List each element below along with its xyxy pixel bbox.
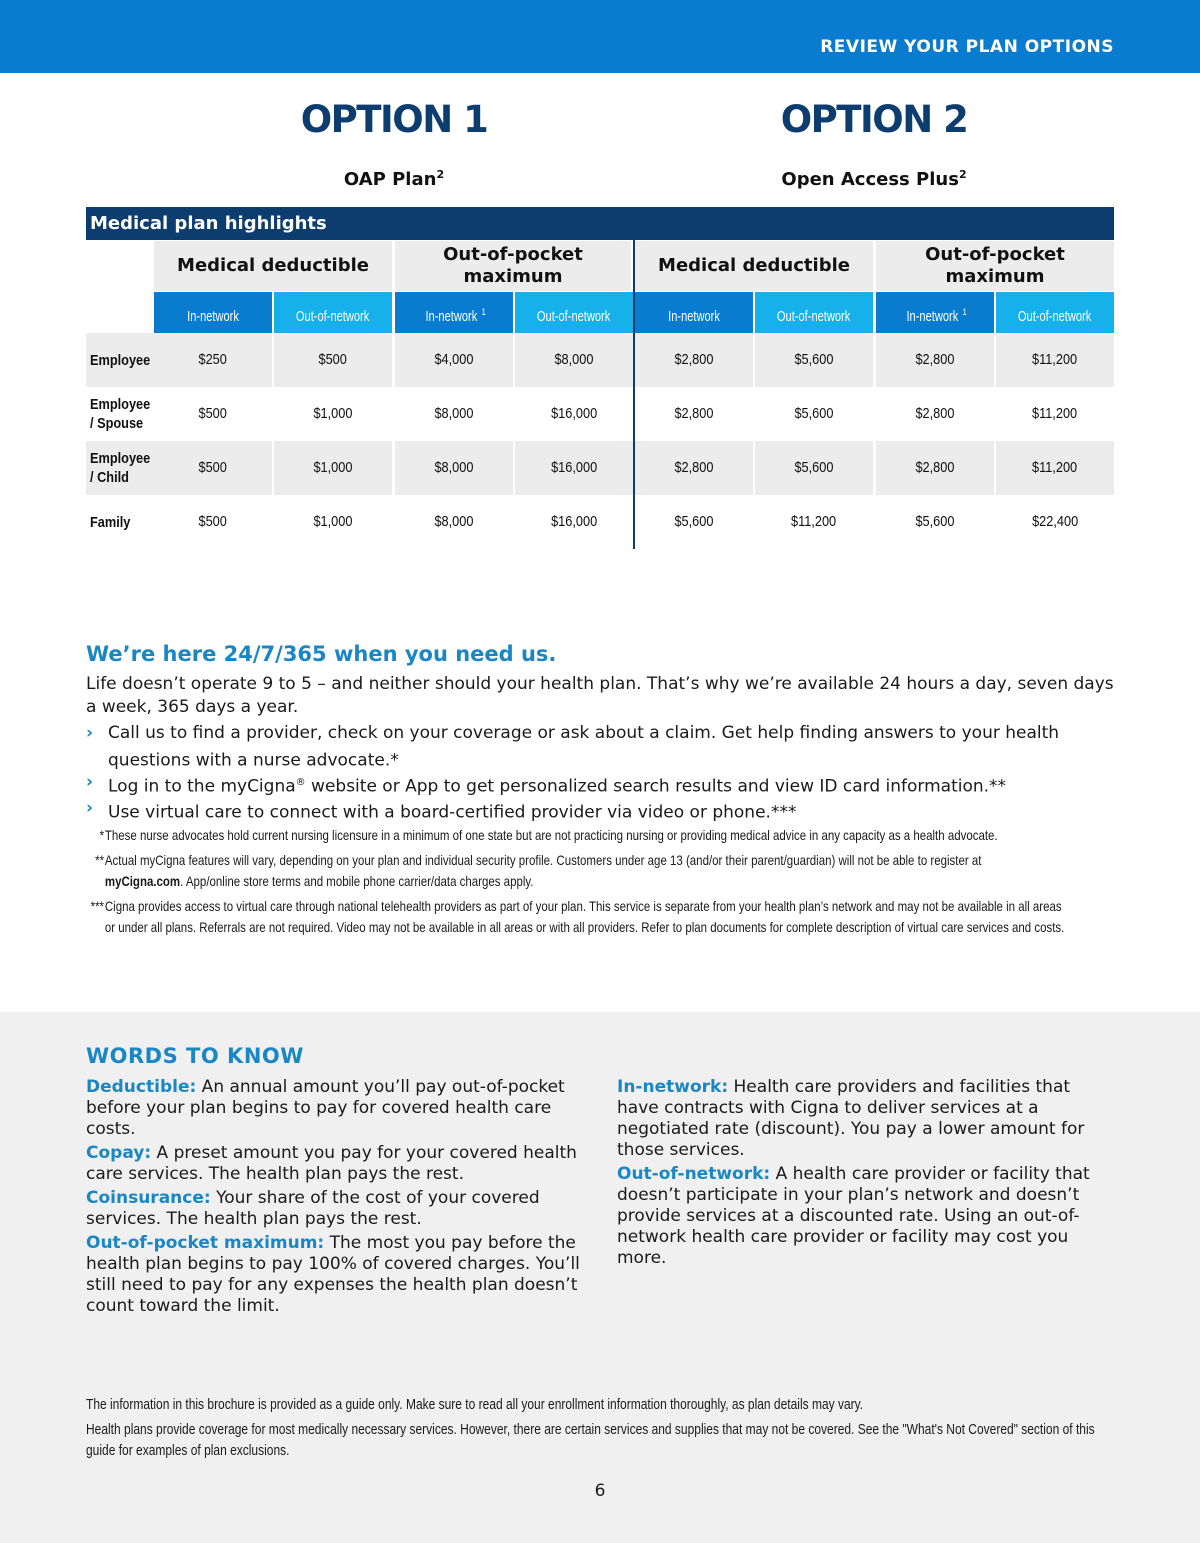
table-row	[86, 387, 1114, 441]
mycigna-link: myCigna.com	[104, 873, 181, 889]
group-header: Medical deductible	[635, 241, 873, 291]
table-cell: $5,600	[755, 441, 873, 495]
section-title: REVIEW YOUR PLAN OPTIONS	[820, 37, 1114, 57]
table-cell: $5,600	[794, 405, 834, 422]
row-label: Employee	[86, 333, 154, 387]
table-cell: $1,000	[313, 513, 353, 530]
sub-header-out-of-network: Out-of-network	[274, 292, 392, 333]
row-label: Family	[90, 513, 131, 531]
group-header: Out-of-pocket maximum	[395, 241, 631, 291]
page-number: 6	[594, 1481, 606, 1501]
sub-header-out-of-network: Out-of-network	[515, 292, 633, 333]
definitions-right	[617, 1077, 1117, 1272]
list-item: › Use virtual care to connect with a board-certified provider via video or phone.***	[86, 798, 797, 823]
table-cell: $11,200	[996, 441, 1114, 495]
table-cell: $500	[198, 405, 228, 422]
definition: Copay: A preset amount you pay for your covered health care services. The health plan pays the rest.	[86, 1143, 577, 1184]
table-cell: $11,200	[1032, 405, 1078, 422]
group-header-row	[86, 240, 1114, 292]
table-cell: $8,000	[395, 441, 513, 495]
table-cell: $8,000	[434, 513, 474, 530]
option-2-plan: Open Access Plus$^2$	[781, 168, 967, 190]
help-heading: We’re here 24/7/365 when you need us.	[86, 642, 557, 666]
table-cell: $250	[154, 333, 272, 387]
table-cell: $500	[154, 441, 272, 495]
table-cell: $11,200	[791, 513, 837, 530]
disclaimer: The information in this brochure is provided as a guide only. Make sure to read all your enrollment information thoroughly, as plan details may vary.	[86, 1396, 864, 1413]
sub-header-out-of-network: Out-of-network	[755, 292, 873, 333]
table-cell: $16,000	[550, 513, 598, 530]
table-cell: $22,400	[1031, 513, 1079, 530]
plan-highlights-table	[86, 207, 1114, 549]
sub-header-in-network: In-network	[154, 292, 272, 333]
option-1-title: OPTION 1	[300, 98, 488, 141]
table-cell: $8,000	[515, 333, 633, 387]
table-cell: $16,000	[550, 405, 598, 422]
row-label: Employee / Spouse	[90, 396, 151, 432]
table-cell: $2,800	[876, 441, 994, 495]
definition: Coinsurance: Your share of the cost of your covered services. The health plan pays the rest.	[86, 1188, 540, 1229]
table-cell: $2,800	[635, 333, 753, 387]
chevron-right-icon: ›	[86, 772, 94, 792]
words-to-know-heading: WORDS TO KNOW	[86, 1044, 304, 1068]
option-1-plan: OAP Plan$^2$	[343, 168, 445, 190]
table-row	[86, 495, 1114, 549]
option-divider	[633, 240, 635, 549]
table-row	[86, 333, 1114, 387]
group-header: Out-of-pocket maximum	[876, 241, 1114, 291]
definition: Out-of-network: A health care provider or facility that doesn’t participate in your plan’s network and doesn’t provide services at a discounted rate. Using an out-of-network health care provider or facility may cost you more.	[617, 1164, 1090, 1268]
sub-header-row	[86, 292, 1114, 333]
list-item: › Call us to find a provider, check on your coverage or ask about a claim. Get help finding answers to your health questions with a nurse advocate.*	[86, 723, 1060, 771]
table-cell: $1,000	[313, 405, 353, 422]
table-cell: $16,000	[515, 441, 633, 495]
sub-header-out-of-network: Out-of-network	[996, 292, 1114, 333]
table-cell: $5,600	[915, 513, 955, 530]
list-item: › Log in to the myCigna® website or App to get personalized search results and view ID card information.**	[86, 772, 1007, 797]
table-cell: $500	[274, 333, 392, 387]
chevron-right-icon: ›	[86, 798, 94, 818]
chevron-right-icon: ›	[86, 723, 94, 743]
sub-header-in-network: In-network $^1$	[395, 292, 513, 333]
table-cell: $2,800	[635, 441, 753, 495]
definition: Out-of-pocket maximum: The most you pay before the health plan begins to pay 100% of covered charges. You’ll still need to pay for any expenses the health plan doesn’t count toward the limit.	[86, 1233, 580, 1316]
table-row	[86, 441, 1114, 495]
help-intro: Life doesn’t operate 9 to 5 – and neither should your health plan. That’s why we’re available 24 hours a day, seven days a week, 365 days a year.	[86, 674, 1114, 717]
table-cell: $1,000	[274, 441, 392, 495]
definition: In-network: Health care providers and facilities that have contracts with Cigna to deliver services at a negotiated rate (discount). You pay a lower amount for those services.	[617, 1077, 1085, 1160]
sub-header-in-network: In-network $^1$	[876, 292, 994, 333]
table-cell: $2,800	[674, 405, 714, 422]
group-header: Medical deductible	[154, 241, 392, 291]
footnote: *These nurse advocates hold current nursing licensure in a minimum of one state but are not practicing nursing or providing medical advice in any capacity as a health advocate.	[99, 827, 998, 843]
footnote: ***Cigna provides access to virtual care through national telehealth providers as part of your plan. This service is separate from your health plan’s network and may not be available in all areas or under all plans. Referrals are not required. Video may not be available in all areas or with all providers. Refer to plan documents for complete description of virtual care services and costs.	[90, 898, 1065, 935]
option-2-title: OPTION 2	[780, 98, 968, 141]
table-cell: $5,600	[674, 513, 714, 530]
footnote: **Actual myCigna features will vary, depending on your plan and individual security profile. Customers under age 13 (and/or their parent/guardian) will not be able to register at myCigna.com. App/online store terms and mobile phone carrier/data charges apply.	[95, 852, 982, 889]
disclaimer: Health plans provide coverage for most medically necessary services. However, there are certain services and supplies that may not be covered. See the "What's Not Covered" section of this guide for examples of plan exclusions.	[86, 1421, 1095, 1459]
table-cell: $2,800	[915, 405, 955, 422]
table-cell: $5,600	[755, 333, 873, 387]
table-cell: $8,000	[434, 405, 474, 422]
sub-header-in-network: In-network	[635, 292, 753, 333]
top-banner	[0, 0, 1200, 73]
table-cell: $11,200	[996, 333, 1114, 387]
table-band-title: Medical plan highlights	[86, 207, 1114, 240]
definition: Deductible: An annual amount you’ll pay out-of-pocket before your plan begins to pay for covered health care costs.	[86, 1077, 565, 1139]
definitions-left	[86, 1077, 591, 1320]
table-cell: $2,800	[876, 333, 994, 387]
table-cell: $500	[198, 513, 228, 530]
row-label: Employee / Child	[86, 441, 154, 495]
table-cell: $4,000	[395, 333, 513, 387]
